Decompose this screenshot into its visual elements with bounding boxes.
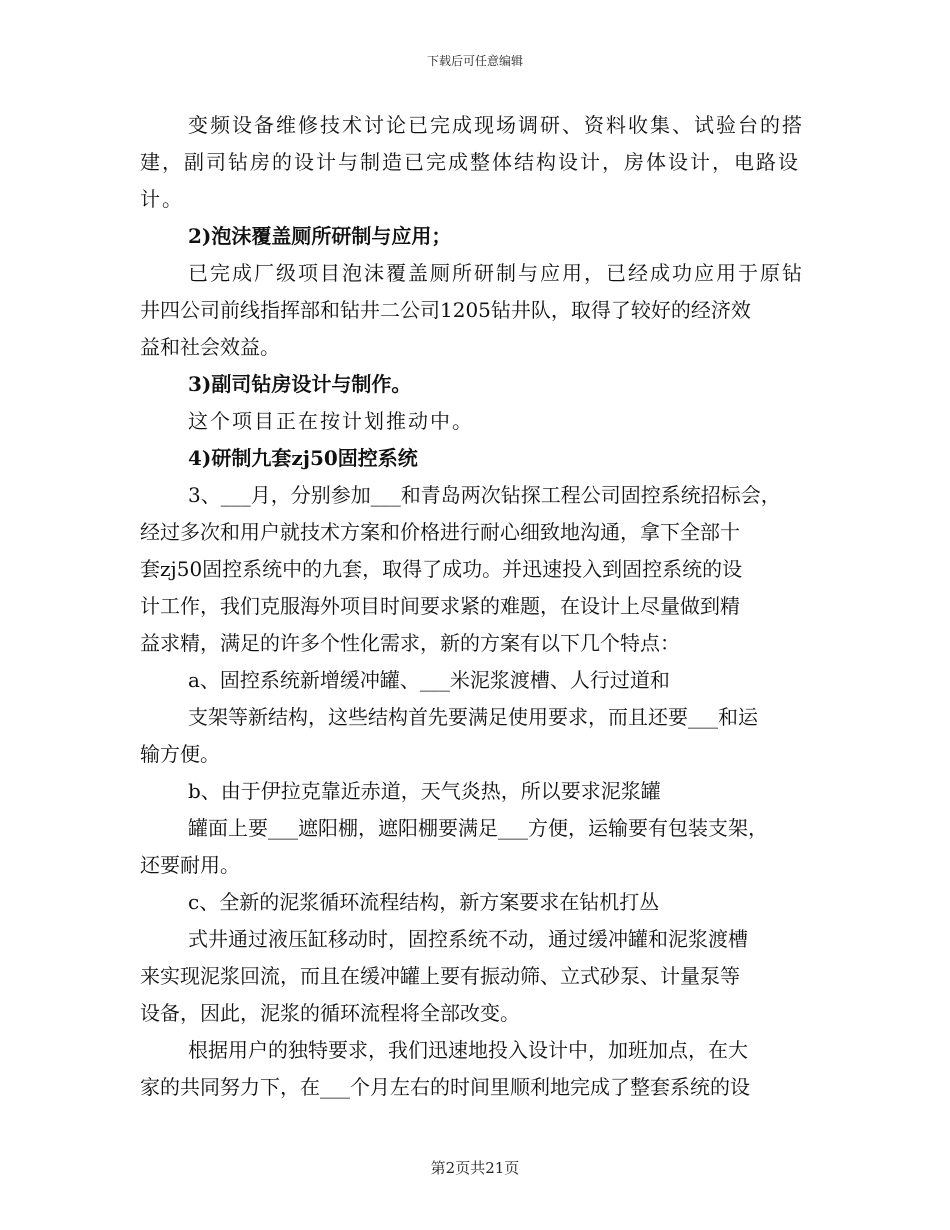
paragraph-line: c、全新的泥浆循环流程结构，新方案要求在钻机打丛 xyxy=(188,890,660,914)
paragraph-line: 来实现泥浆回流，而且在缓冲罐上要有振动筛、立式砂泵、计量泵等 xyxy=(140,964,740,988)
paragraph-line: 3、___月，分别参加___和青岛两次钻探工程公司固控系统招标会， xyxy=(188,483,781,507)
paragraph-line: 已完成厂级项目泡沫覆盖厕所研制与应用，已经成功应用于原钻 xyxy=(188,261,804,285)
page-header: 下载后可任意编辑 xyxy=(426,54,523,68)
section-heading: 2)泡沫覆盖厕所研制与应用； xyxy=(188,224,452,248)
section-heading: 4)研制九套zj50固控系统 xyxy=(188,446,418,470)
paragraph-line: 根据用户的独特要求，我们迅速地投入设计中，加班加点，在大 xyxy=(188,1038,748,1062)
paragraph-line: 家的共同努力下，在___个月左右的时间里顺利地完成了整套系统的设 xyxy=(140,1075,750,1099)
paragraph-line: 还要耐用。 xyxy=(140,853,240,877)
paragraph-line: 变频设备维修技术讨论已完成现场调研、资料收集、试验台的搭 xyxy=(188,113,804,137)
paragraph-line: 经过多次和用户就技术方案和价格进行耐心细致地沟通，拿下全部十 xyxy=(140,520,740,544)
paragraph-line: 支架等新结构，这些结构首先要满足使用要求，而且还要___和运 xyxy=(188,705,758,729)
paragraph-line: b、由于伊拉克靠近赤道，天气炎热，所以要求泥浆罐 xyxy=(188,779,661,803)
paragraph-line: 输方便。 xyxy=(140,742,220,766)
section-heading: 3)副司钻房设计与制作。 xyxy=(188,372,412,396)
paragraph-line: 益求精，满足的许多个性化需求，新的方案有以下几个特点： xyxy=(140,631,680,655)
page-footer: 第2页共21页 xyxy=(430,1159,520,1177)
paragraph-line: 套zj50固控系统中的九套，取得了成功。并迅速投入到固控系统的设 xyxy=(140,557,743,581)
paragraph-line: 这个项目正在按计划推动中。 xyxy=(188,409,474,433)
paragraph-line: a、固控系统新增缓冲罐、___米泥浆渡槽、人行过道和 xyxy=(188,668,670,692)
paragraph-line: 式井通过液压缸移动时，固控系统不动，通过缓冲罐和泥浆渡槽 xyxy=(188,927,748,951)
document-body xyxy=(140,107,820,1106)
paragraph-line: 井四公司前线指挥部和钻井二公司1205钻井队，取得了较好的经济效 xyxy=(140,298,751,322)
paragraph-line: 益和社会效益。 xyxy=(140,335,280,359)
paragraph-line: 计。 xyxy=(140,187,184,211)
paragraph-line: 计工作，我们克服海外项目时间要求紧的难题，在设计上尽量做到精 xyxy=(140,594,740,618)
paragraph-line: 建，副司钻房的设计与制造已完成整体结构设计，房体设计，电路设 xyxy=(140,150,800,174)
paragraph-line: 罐面上要___遮阳棚，遮阳棚要满足___方便，运输要有包装支架， xyxy=(188,816,768,840)
paragraph-line: 设备，因此，泥浆的循环流程将全部改变。 xyxy=(140,1001,520,1025)
